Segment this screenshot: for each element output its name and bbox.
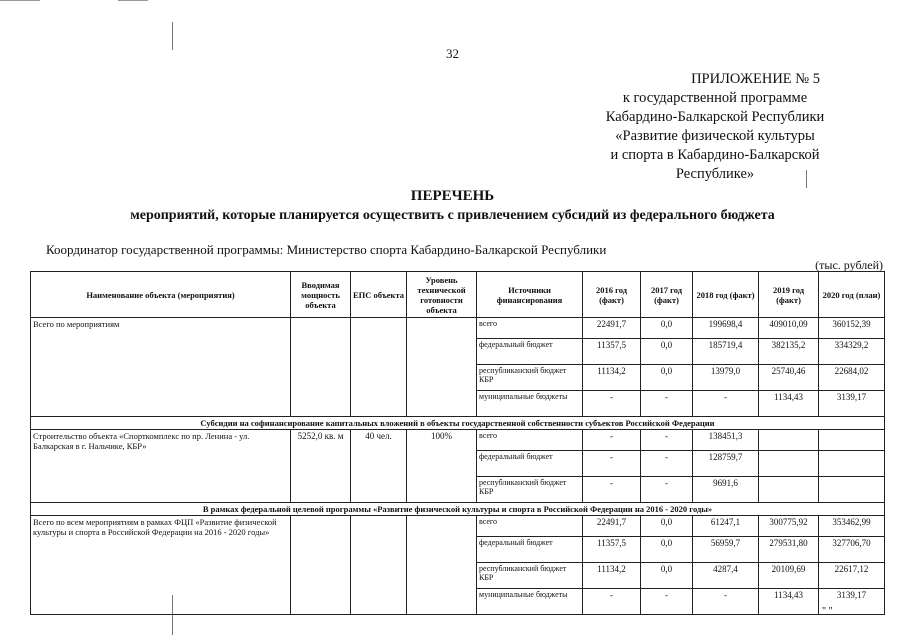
value-2018: 185719,4 (693, 339, 759, 365)
value-2016: 11357,5 (583, 537, 641, 563)
value-2019 (759, 477, 819, 503)
value-2019: 279531,80 (759, 537, 819, 563)
appendix-line: «Развитие физической культуры (615, 128, 815, 144)
source-cell: республиканский бюджет КБР (477, 477, 583, 503)
col-header-capacity: Вводимая мощность объекта (291, 272, 351, 318)
col-header-2018: 2018 год (факт) (693, 272, 759, 318)
value-2020: 353462,99 (819, 516, 885, 537)
value-2016: - (583, 391, 641, 417)
subsidy-table (30, 271, 885, 615)
readiness-cell (407, 318, 477, 417)
value-2016: 11134,2 (583, 563, 641, 589)
value-2018: 9691,6 (693, 477, 759, 503)
appendix-line: Кабардино-Балкарской Республики (605, 109, 825, 125)
eps-cell: 40 чел. (351, 430, 407, 503)
value-2020: 360152,39 (819, 318, 885, 339)
value-2017: 0,0 (641, 318, 693, 339)
value-2018: 61247,1 (693, 516, 759, 537)
col-header-readiness: Уровень технической готовности объекта (407, 272, 477, 318)
source-cell: федеральный бюджет (477, 339, 583, 365)
section-heading: В рамках федеральной целевой программы «Развитие физической культуры и спорта в Российской Федерации на 2016 - 2020 годы» (31, 503, 885, 516)
document-title: ПЕРЕЧЕНЬ (410, 188, 495, 204)
table-row (31, 516, 885, 537)
value-2019 (759, 430, 819, 451)
value-2016: - (583, 477, 641, 503)
units-label: (тыс. рублей) (815, 258, 883, 272)
source-cell: муниципальные бюджеты (477, 391, 583, 417)
value-2016: 22491,7 (583, 516, 641, 537)
coordinator-line: Координатор государственной программы: Министерство спорта Кабардино-Балкарской Республики (46, 242, 607, 257)
source-cell: всего (477, 516, 583, 537)
readiness-cell (407, 516, 477, 615)
value-2016: - (583, 451, 641, 477)
value-2018: 128759,7 (693, 451, 759, 477)
col-header-name: Наименование объекта (мероприятия) (31, 272, 291, 318)
value-2018: - (693, 589, 759, 615)
value-2016: - (583, 589, 641, 615)
value-2020: 3139,17 (819, 391, 885, 417)
value-2019: 409010,09 (759, 318, 819, 339)
value-2019 (759, 451, 819, 477)
value-2016: 11134,2 (583, 365, 641, 391)
value-2020: 22617,12 (819, 563, 885, 589)
value-2019: 382135,2 (759, 339, 819, 365)
footer-marks: " " (822, 606, 833, 617)
value-2020 (819, 451, 885, 477)
source-cell: всего (477, 430, 583, 451)
value-2020: 22684,02 (819, 365, 885, 391)
scan-edge-line (118, 0, 148, 1)
value-2020 (819, 477, 885, 503)
value-2017: 0,0 (641, 339, 693, 365)
value-2016: 22491,7 (583, 318, 641, 339)
eps-cell (351, 318, 407, 417)
value-2020: 334329,2 (819, 339, 885, 365)
eps-cell (351, 516, 407, 615)
appendix-line: и спорта в Кабардино-Балкарской (610, 147, 820, 163)
table-row (31, 318, 885, 339)
col-header-2020: 2020 год (план) (819, 272, 885, 318)
value-2020: 327706,70 (819, 537, 885, 563)
source-cell: федеральный бюджет (477, 451, 583, 477)
capacity-cell (291, 318, 351, 417)
col-header-2017: 2017 год (факт) (641, 272, 693, 318)
value-2017: - (641, 391, 693, 417)
value-2018: 56959,7 (693, 537, 759, 563)
value-2016: - (583, 430, 641, 451)
capacity-cell: 5252,0 кв. м (291, 430, 351, 503)
capacity-cell (291, 516, 351, 615)
value-2017: - (641, 430, 693, 451)
table-header-row (31, 272, 885, 318)
value-2019: 20109,69 (759, 563, 819, 589)
value-2019: 1134,43 (759, 391, 819, 417)
col-header-2016: 2016 год (факт) (583, 272, 641, 318)
object-name-cell: Строительство объекта «Спорткомплекс по пр. Ленина - ул. Балкарская в г. Нальчике, КБР» (31, 430, 291, 503)
appendix-header (560, 70, 870, 184)
source-cell: всего (477, 318, 583, 339)
col-header-sources: Источники финансирования (477, 272, 583, 318)
value-2020 (819, 430, 885, 451)
value-2017: - (641, 589, 693, 615)
source-cell: республиканский бюджет КБР (477, 365, 583, 391)
section-heading: Субсидии на софинансирование капитальных вложений в объекты государственной собственности субъектов Российской Федерации (31, 417, 885, 430)
value-2019: 300775,92 (759, 516, 819, 537)
value-2017: - (641, 477, 693, 503)
appendix-number: ПРИЛОЖЕНИЕ № 5 (691, 71, 820, 87)
value-2019: 1134,43 (759, 589, 819, 615)
value-2017: 0,0 (641, 537, 693, 563)
value-2018: 4287,4 (693, 563, 759, 589)
page-number: 32 (446, 46, 459, 61)
section-row (31, 417, 885, 430)
col-header-2019: 2019 год (факт) (759, 272, 819, 318)
value-2017: 0,0 (641, 563, 693, 589)
value-2017: 0,0 (641, 365, 693, 391)
value-2018: 138451,3 (693, 430, 759, 451)
value-2018: - (693, 391, 759, 417)
col-header-eps: ЕПС объекта (351, 272, 407, 318)
source-cell: федеральный бюджет (477, 537, 583, 563)
source-cell: муниципальные бюджеты (477, 589, 583, 615)
value-2018: 13979,0 (693, 365, 759, 391)
appendix-line: к государственной программе (622, 90, 808, 106)
readiness-cell: 100% (407, 430, 477, 503)
object-name-cell: Всего по мероприятиям (31, 318, 291, 417)
value-2017: 0,0 (641, 516, 693, 537)
source-cell: республиканский бюджет КБР (477, 563, 583, 589)
table-row (31, 430, 885, 451)
section-row (31, 503, 885, 516)
document-subtitle: мероприятий, которые планируется осуществить с привлечением субсидий из федерального бюджета (130, 208, 775, 223)
value-2020: 3139,17 (819, 589, 885, 615)
value-2019: 25740,46 (759, 365, 819, 391)
scan-edge-line (0, 0, 40, 1)
value-2018: 199698,4 (693, 318, 759, 339)
value-2016: 11357,5 (583, 339, 641, 365)
object-name-cell: Всего по всем мероприятиям в рамках ФЦП «Развитие физической культуры и спорта в Российской Федерации на 2016 - 2020 годы» (31, 516, 291, 615)
value-2017: - (641, 451, 693, 477)
appendix-line: Республике» (675, 166, 755, 182)
